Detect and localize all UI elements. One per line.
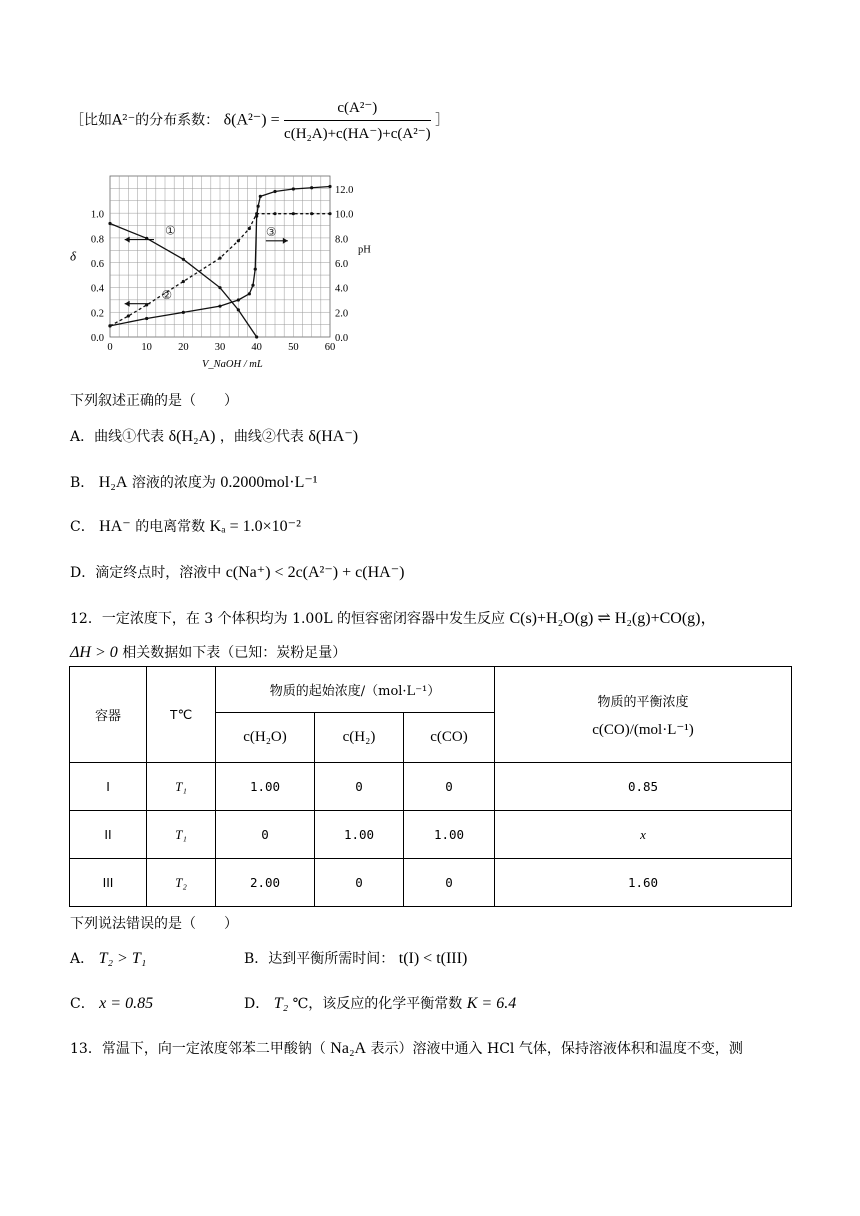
header-container: 容器 (70, 667, 147, 763)
header-equilibrium-title: 物质的平衡浓度 (597, 694, 689, 710)
chart-ticks (70, 185, 371, 370)
data-point (182, 280, 185, 283)
q11-option-b (70, 472, 318, 492)
arrow-head (283, 238, 288, 244)
data-point (273, 190, 276, 193)
data-point (248, 292, 251, 295)
data-point (257, 205, 260, 208)
q11-option-c (70, 516, 301, 536)
q12-stem: 下列说法错误的是（ ） (70, 916, 238, 932)
cell-container: I (70, 763, 147, 811)
subheader-h2: c(H₂) (315, 713, 404, 763)
x-axis-label: V_NaOH / mL (202, 359, 263, 370)
y-right-tick-label: 2.0 (335, 308, 349, 320)
q11-d-term1: c(Na⁺) < 2c(A²⁻) + c(HA⁻) (225, 564, 405, 581)
cell-container: III (70, 859, 147, 907)
data-point (237, 298, 240, 301)
q11-b-mid: 溶液的浓度为 (131, 475, 216, 491)
q11-c-mid: 的电离常数 (135, 519, 206, 535)
q13-text1: 13．常温下，向一定浓度邻苯二甲酸钠（ (70, 1041, 326, 1057)
q11-a-term2: δ(HA⁻) (308, 428, 359, 445)
x-tick-label: 0 (107, 342, 113, 353)
q12-d-prefix: D． (244, 996, 270, 1012)
data-point (254, 268, 257, 271)
q13-line1 (70, 1038, 743, 1058)
data-point (310, 212, 313, 215)
q12-b-prefix: B．达到平衡所需时间： (244, 951, 395, 967)
curve-label: ③ (265, 224, 277, 239)
cell-co: 0 (404, 859, 495, 907)
subheader-co: c(CO) (404, 713, 495, 763)
formula-lhs: δ(A²⁻) = (223, 111, 280, 129)
cell-co: 1.00 (404, 811, 495, 859)
q12-d-term1: T₂ (273, 995, 289, 1012)
table-row (70, 811, 792, 859)
curve-label: ② (161, 287, 173, 302)
q12-reaction: C(s)+H₂O(g) ⇌ H₂(g)+CO(g)， (509, 610, 717, 627)
curve-label: ① (165, 223, 176, 238)
data-point (310, 186, 313, 189)
data-point (182, 311, 185, 314)
data-point (248, 227, 251, 230)
cell-temp: T₂ (147, 859, 216, 907)
q12-line1 (70, 605, 716, 628)
data-point (182, 258, 185, 261)
y-left-tick-label: 0.8 (90, 234, 104, 246)
cell-co: 0 (404, 763, 495, 811)
q12-d-mid: ℃，该反应的化学平衡常数 (292, 996, 463, 1012)
equilibrium-table (69, 666, 792, 907)
data-point (108, 324, 111, 327)
x-tick-label: 40 (251, 342, 262, 353)
y-left-tick-label: 0.2 (90, 308, 104, 320)
data-point (218, 256, 221, 259)
q12-a-term1: T₂ > T₁ (98, 950, 147, 967)
q11-c-prefix: C． (70, 519, 95, 535)
data-point (218, 305, 221, 308)
header-initial: 物质的起始浓度/（mol·L⁻¹） (216, 667, 495, 713)
chart-annotations (125, 224, 288, 307)
y-left-tick-label: 0.6 (90, 259, 104, 270)
q12-b-term1: t(I) < t(III) (398, 950, 468, 967)
q11-a-mid: ，曲线②代表 (219, 429, 304, 445)
q12-option-d (244, 993, 516, 1013)
y-right-tick-label: 12.0 (335, 185, 354, 196)
titration-chart (62, 168, 372, 378)
q12-option-a (70, 948, 146, 968)
q11-option-a (70, 426, 358, 446)
data-point (255, 335, 258, 338)
table-row (70, 763, 792, 811)
y-left-tick-label: 0.0 (90, 333, 104, 344)
data-point (237, 239, 240, 242)
q11-a-term1: δ(H₂A) (168, 428, 216, 445)
y-right-axis-label: pH (358, 244, 371, 256)
q11-option-d (70, 562, 404, 582)
subheader-h2o: c(H₂O) (216, 713, 315, 763)
cell-h2o: 1.00 (216, 763, 315, 811)
y-right-tick-label: 0.0 (335, 333, 349, 344)
cell-h2: 1.00 (315, 811, 404, 859)
data-point (273, 212, 276, 215)
y-right-tick-label: 4.0 (335, 283, 349, 295)
table-row (70, 859, 792, 907)
data-point (259, 195, 262, 198)
q11-stem: 下列叙述正确的是（ ） (70, 393, 238, 409)
cell-eq: x (495, 811, 792, 859)
q11-b-prefix: B． (70, 475, 95, 491)
q12-c-prefix: C． (70, 996, 95, 1012)
cell-temp: T₁ (147, 811, 216, 859)
q11-b-term2: 0.2000mol·L⁻¹ (220, 474, 318, 491)
formula-suffix: ］ (435, 112, 450, 129)
data-point (292, 212, 295, 215)
cell-eq: 1.60 (495, 859, 792, 907)
formula-prefix: ［比如A²⁻的分布系数： (70, 112, 220, 129)
q12-line2-text: 相关数据如下表（已知：炭粉足量） (122, 645, 347, 661)
data-point (145, 317, 148, 320)
data-point (328, 212, 331, 215)
x-tick-label: 20 (178, 342, 189, 353)
y-right-tick-label: 10.0 (335, 209, 354, 221)
distribution-formula (70, 98, 449, 143)
cell-h2: 0 (315, 859, 404, 907)
q12-delta-h: ΔH > 0 (70, 644, 118, 661)
q11-c-term2: Kₐ = 1.0×10⁻² (209, 518, 301, 535)
cell-container: II (70, 811, 147, 859)
q13-formula: Na₂A (330, 1040, 367, 1057)
header-equilibrium-unit: c(CO)/(mol·L⁻¹) (592, 721, 694, 738)
cell-eq: 0.85 (495, 763, 792, 811)
data-point (255, 215, 258, 218)
cell-h2: 0 (315, 763, 404, 811)
x-tick-label: 10 (141, 342, 152, 353)
cell-temp: T₁ (147, 763, 216, 811)
q11-b-term1: H₂A (98, 474, 128, 491)
q11-c-term1: HA⁻ (99, 518, 131, 535)
data-point (218, 286, 221, 289)
q12-a-prefix: A． (70, 951, 95, 967)
q12-c-term1: x = 0.85 (99, 995, 154, 1012)
x-tick-label: 50 (288, 342, 299, 353)
q12-line2 (70, 642, 346, 662)
data-point (237, 308, 240, 311)
data-point (127, 314, 130, 317)
cell-h2o: 0 (216, 811, 315, 859)
x-tick-label: 30 (214, 342, 226, 353)
data-point (108, 222, 111, 225)
y-left-axis-label: δ (70, 248, 77, 264)
y-left-tick-label: 0.4 (90, 283, 104, 295)
q11-d-prefix: D．滴定终点时，溶液中 (70, 565, 222, 581)
y-right-tick-label: 6.0 (335, 259, 349, 270)
q12-option-c (70, 993, 153, 1013)
data-point (292, 187, 295, 190)
cell-h2o: 2.00 (216, 859, 315, 907)
q13-text2: 表示）溶液中通入 HCl 气体，保持溶液体积和温度不变，测 (370, 1041, 743, 1057)
formula-numerator: c(A²⁻) (284, 98, 431, 121)
header-temp: T℃ (147, 667, 216, 763)
y-right-tick-label: 8.0 (335, 234, 349, 246)
formula-fraction (284, 98, 431, 143)
arrow-head (125, 301, 130, 307)
q12-d-term2: K = 6.4 (466, 995, 517, 1012)
data-point (251, 284, 254, 287)
x-tick-label: 60 (324, 342, 336, 353)
q12-option-b (244, 948, 467, 968)
data-point (328, 185, 331, 188)
q11-a-prefix: A．曲线①代表 (70, 429, 165, 445)
q12-line1-text: 12．一定浓度下，在 3 个体积均为 1.00L 的恒容密闭容器中发生反应 (70, 611, 505, 627)
header-equilibrium (495, 667, 792, 763)
arrow-head (125, 237, 130, 243)
formula-denominator: c(H₂A)+c(HA⁻)+c(A²⁻) (284, 126, 431, 142)
y-left-tick-label: 1.0 (90, 209, 104, 221)
